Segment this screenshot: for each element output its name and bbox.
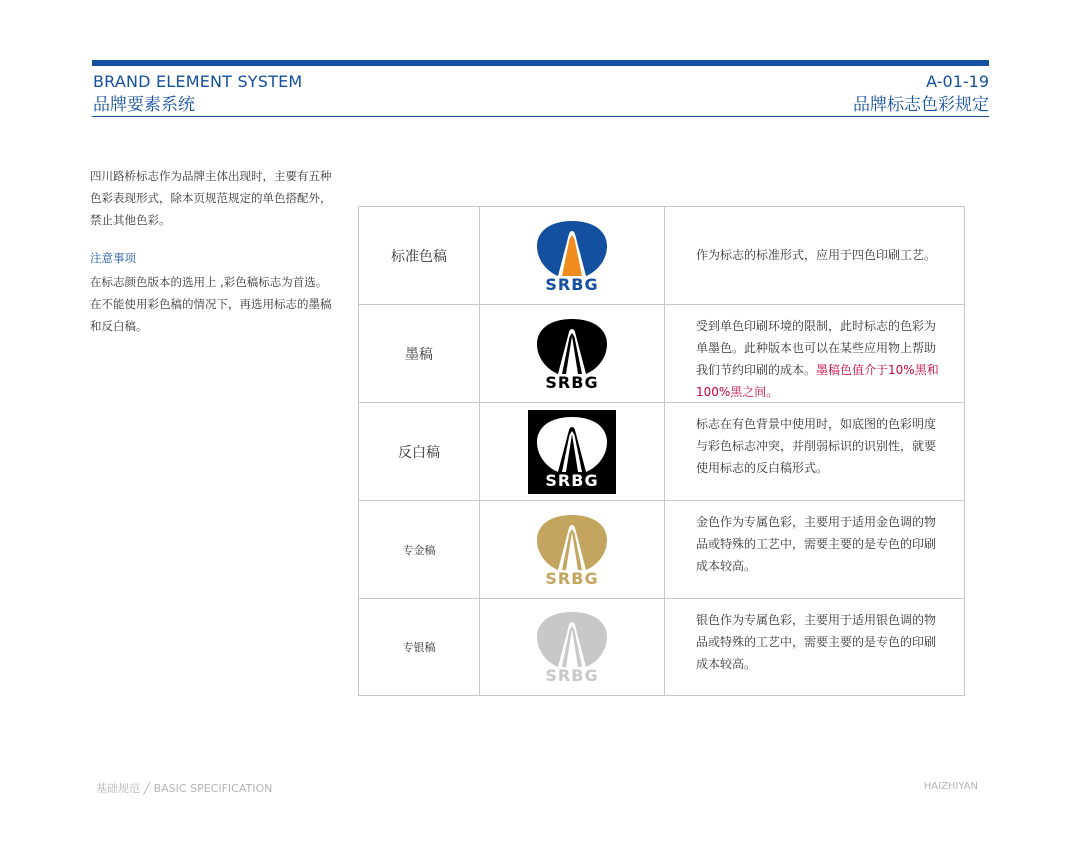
header-top-bar	[92, 60, 989, 66]
row-description-accent: 墨稿色值介于10%黑和100%黑之间。	[696, 363, 939, 399]
color-spec-table	[358, 206, 965, 696]
svg-text:SRBG: SRBG	[545, 568, 599, 586]
table-row	[359, 598, 964, 695]
row-description: 作为标志的标准形式，应用于四色印刷工艺。	[696, 248, 937, 262]
row-description: 银色作为专属色彩，主要用于适用银色调的物品或特殊的工艺中，需要主要的是专色的印刷成本较高。	[696, 613, 937, 671]
sabg-logo-silver	[535, 611, 609, 683]
header-divider	[92, 116, 989, 117]
table-row	[359, 207, 964, 304]
notes-body: 在标志颜色版本的选用上 ,彩色稿标志为首选。在不能使用彩色稿的情况下，再选用标志的墨稿和反白稿。	[90, 275, 332, 333]
sabg-logo-reverse	[528, 410, 616, 494]
system-title-zh: 品牌要素系统	[93, 95, 195, 115]
logo-cell	[480, 403, 665, 500]
row-label: 专金稿	[359, 501, 480, 598]
row-description: 受到单色印刷环境的限制，此时标志的色彩为单墨色。此种版本也可以在某些应用物上帮助我们节约印刷的成本。墨稿色值介于10%黑和100%黑之间。	[696, 319, 939, 399]
table-row	[359, 304, 964, 402]
page-title: 品牌标志色彩规定	[853, 95, 989, 115]
footer-section-label: 基础规范 ╱ BASIC SPECIFICATION	[96, 782, 273, 795]
logo-cell	[480, 305, 665, 402]
sabg-logo-black	[535, 318, 609, 390]
svg-text:SRBG: SRBG	[545, 372, 599, 390]
row-label: 标准色稿	[359, 207, 480, 304]
intro-text: 四川路桥标志作为品牌主体出现时，主要有五种色彩表现形式，除本页规范规定的单色搭配外，禁止其他色彩。	[90, 169, 332, 227]
svg-text:SRBG: SRBG	[545, 666, 599, 683]
svg-text:SRBG: SRBG	[545, 470, 599, 490]
sabg-logo-gold	[535, 514, 609, 586]
row-label: 反白稿	[359, 403, 480, 500]
logo-cell	[480, 599, 665, 695]
row-label: 墨稿	[359, 305, 480, 402]
logo-cell	[480, 501, 665, 598]
row-description: 标志在有色背景中使用时，如底图的色彩明度与彩色标志冲突，并削弱标识的识别性，就要使用标志的反白稿形式。	[696, 417, 937, 475]
logo-cell	[480, 207, 665, 304]
footer-brand: HAIZHIYAN	[923, 781, 978, 792]
table-row	[359, 402, 964, 500]
page-code: A-01-19	[926, 72, 989, 91]
row-label: 专银稿	[359, 599, 480, 695]
svg-text:SRBG: SRBG	[545, 274, 599, 292]
sabg-logo-color	[535, 220, 609, 292]
notes-title: 注意事项	[90, 251, 136, 265]
table-row	[359, 500, 964, 598]
system-title-en: BRAND ELEMENT SYSTEM	[93, 72, 303, 91]
row-description: 金色作为专属色彩，主要用于适用金色调的物品或特殊的工艺中，需要主要的是专色的印刷成本较高。	[696, 515, 937, 573]
